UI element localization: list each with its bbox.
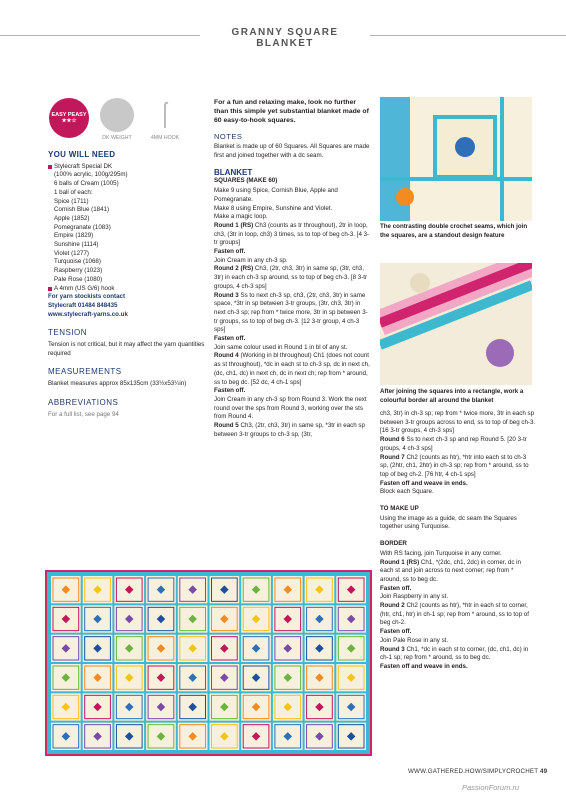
caption-seams: The contrasting double crochet seams, which join the squares, are a standout design feature [380, 223, 528, 239]
round-7: Round 7 Ch2 (counts as htr), *htr into each st to ch-3 sp, (2htr, ch1, 2htr) in ch-3 sp; rep from * around, ss to top of beg ch-2. [76 htr, 4 ch-1 sps] [380, 453, 529, 478]
border-round-2: Round 2 Ch2 (counts as htr), *htr in each st to corner, (htr, ch1, htr) in ch-1 sp; rep from * around, ss to top of beg ch-2. [380, 602, 529, 627]
caption-border: After joining the squares into a rectangle, work a colourful border all around the blanket [380, 388, 524, 404]
round-2: Round 2 (RS) Ch3, (2tr, ch3, 3tr) in same sp, (3tr, ch3, 3tr) in each ch-3 sp around, ss to top of beg ch-3. [8 3-tr groups, 4 ch-3 sps] [214, 265, 368, 290]
left-column: EASY PEASY ★★☆ DK WEIGHT 4MM HOOK YOU WILL NEED Stylecraft Special DK (100% acrylic, 100g/295m) 6 balls of Cream (1005) 1 ball of each: Spice (1711) Cornish Blue (1841) Apple (1852) Pomegranate (1083) Empire (1829) Sunshine (1114) Violet (1277) Turquoise (1068) Raspberry (1023) Pale Rose (1080) A 4mm (US G/6) hook For yarn stockists contact Stylecraft 01484 848435 www.stylecraft-yarns.co.uk TENSION Tension is not critical, but it may affect the yarn quantities required MEASUREMENTS Blanket measures approx 85x135cm (33½x53¼in) ABBREVIATIONS For a full list, see page 94 [48, 98, 208, 419]
right-column: ch3, 3tr) in ch-3 sp; rep from * twice more, 3tr in each sp between 3-tr groups across to end, ss to top of beg ch-3. [16 3-tr groups, 4 ch-3 sps] Round 6 Ss to next ch-3 sp and rep Round 5. [20 3-tr groups, 4 ch-3 sps] Round 7 Ch2 (counts as htr), *htr into each st to ch-3 sp, (2htr, ch1, 2htr) in ch-3 sp; rep from * around, ss to top of beg ch-2. [76 htr, 4 ch-1 sps] Fasten off and weave in ends. Block each Square. TO MAKE UP Using the image as a guide, dc seam the Squares together using Turquoise. BORDER With RS facing, join Turquoise in any corner. Round 1 (RS) Ch1, *(2dc, ch1, 2dc) in corner, dc in each st and join across to next corner; rep from * around, ss to beg dc. Fasten off. Join Raspberry in any st. Round 2 Ch2 (counts as htr), *htr in each st to corner, (htr, ch1, htr) in ch-1 sp; rep from * around, ss to top of beg ch-2. Fasten off. Join Pale Rose in any st. Round 3 Ch1, *dc in each st to corner, (dc, ch1, dc) in ch-1 sp; rep from * around, ss to beg dc. Fasten off and weave in ends. [380, 410, 536, 670]
page-footer: WWW.GATHERED.HOW/SIMPLYCROCHET 49 [408, 768, 548, 775]
pattern-badges [48, 98, 208, 141]
difficulty-badge: EASY PEASY ★★☆ [48, 98, 90, 141]
colour-list: Spice (1711) Cornish Blue (1841) Apple (1852) Pomegranate (1083) Empire (1829) Sunshine (1114) Violet (1277) Turquoise (1068) Raspberry (1023) Pale Rose (1080) [54, 197, 111, 283]
yarn-ball-icon [100, 98, 134, 132]
hook-badge: 4MM HOOK [144, 98, 186, 141]
hook-line: A 4mm (US G/6) hook [48, 285, 208, 294]
middle-column: For a fun and relaxing make, look no further than this simple yet substantial blanket made of 60 easy-to-hook squares. NOTES Blanket is made up of 60 Squares. All Squares are made first and joined together with a dc seam. BLANKET SQUARES (MAKE 60) Make 9 using Spice, Cornish Blue, Apple and Pomegranate. Make 8 using Empire, Sunshine and Violet. Make a magic loop. Round 1 (RS) Ch3 (counts as tr throughout), 2tr in loop, ch3, (3tr in loop, ch3) 3 times, ss to top of beg ch-3. [4 3-tr groups] Fasten off. Join Cream in any ch-3 sp. Round 2 (RS) Ch3, (2tr, ch3, 3tr) in same sp, (3tr, ch3, 3tr) in each ch-3 sp around, ss to top of beg ch-3. [8 3-tr groups, 4 ch-3 sps] Round 3 Ss to next ch-3 sp, ch3, (2tr, ch3, 3tr) in same space, *3tr in sp between 3-tr groups, (3tr, ch3, 3tr) in next ch-3 sp; rep from * twice more, 3tr in sp between 3-tr groups, ss to top of beg ch-3. [12 3-tr group, 4 ch-3 sps] Fasten off. Join same colour used in Round 1 in bl of any st. Round 4 (Working in bl throughout) Ch1 (does not count as st throughout), *dc in each st to ch-3 sp, dc in next ch, (dc, ch1, dc) in next ch, dc in next ch; rep from * around, ss to beg dc. [52 dc, 4 ch-1 sps] Fasten off. Join Cream in any ch-3 sp from Round 3. Work the next round over the sps from Round 3, working over the sts from Round 4. Round 5 Ch3, (2tr, ch3, 3tr) in same sp, *3tr in each sp between 3-tr groups to ch-3 sp, (3tr, [214, 99, 370, 438]
border-round-3: Round 3 Ch1, *dc in each st to corner, (dc, ch1, dc) in ch-1 sp; rep from * around, ss to beg dc. [380, 645, 529, 662]
round-1: Round 1 (RS) Ch3 (counts as tr throughout), 2tr in loop, ch3, (3tr in loop, ch3) 3 times, ss to top of beg ch-3. [4 3-tr groups] [214, 221, 370, 247]
you-will-need-heading: YOU WILL NEED [48, 150, 116, 159]
intro-text: For a fun and relaxing make, look no further than this simple yet substantial blanket made of 60 easy-to-hook squares. [214, 99, 369, 125]
yarn-line: Stylecraft Special DK [48, 163, 208, 172]
watermark: PassionForum.ru [462, 783, 520, 792]
header-rule-right [370, 35, 566, 36]
make-up-heading: TO MAKE UP [380, 505, 419, 513]
border-round-1: Round 1 (RS) Ch1, *(2dc, ch1, 2dc) in corner, dc in each st and join across to next corner; rep from * around, ss to beg dc. [380, 558, 521, 583]
stockist-link[interactable]: www.stylecraft-yarns.co.uk [48, 310, 128, 318]
weight-badge: DK WEIGHT [96, 98, 138, 141]
border-heading: BORDER [380, 540, 407, 548]
header-rule-left [0, 35, 200, 36]
border-detail-photo [380, 263, 532, 385]
measurements-heading: MEASUREMENTS [48, 367, 122, 377]
round-4: Round 4 (Working in bl throughout) Ch1 (does not count as st throughout), *dc in each st to ch-3 sp, dc in next ch, (dc, ch1, dc) in next ch, dc in next ch; rep from * around, ss to beg dc. [52 dc, 4 ch-1 sps] [214, 352, 370, 386]
round-3: Round 3 Ss to next ch-3 sp, ch3, (2tr, ch3, 3tr) in same space, *3tr in sp between 3-tr groups, (3tr, ch3, 3tr) in next ch-3 sp; rep from * twice more, 3tr in sp between 3-tr groups, ss to top of beg ch-3. [12 3-tr group, 4 ch-3 sps] [214, 291, 368, 334]
round-5: Round 5 Ch3, (2tr, ch3, 3tr) in same sp, *3tr in each sp between 3-tr groups to ch-3 sp, (3tr, [214, 422, 365, 438]
hook-icon [148, 98, 182, 132]
blanket-photo [45, 570, 372, 756]
round-6: Round 6 Ss to next ch-3 sp and rep Round 5. [20 3-tr groups, 4 ch-3 sps] [380, 436, 527, 452]
page-title: GRANNY SQUARE BLANKET [231, 27, 339, 49]
seam-detail-photo [380, 97, 532, 221]
tension-heading: TENSION [48, 328, 88, 338]
abbreviations-heading: ABBREVIATIONS [48, 397, 119, 407]
notes-heading: NOTES [214, 131, 243, 141]
blanket-heading: BLANKET [214, 167, 253, 177]
